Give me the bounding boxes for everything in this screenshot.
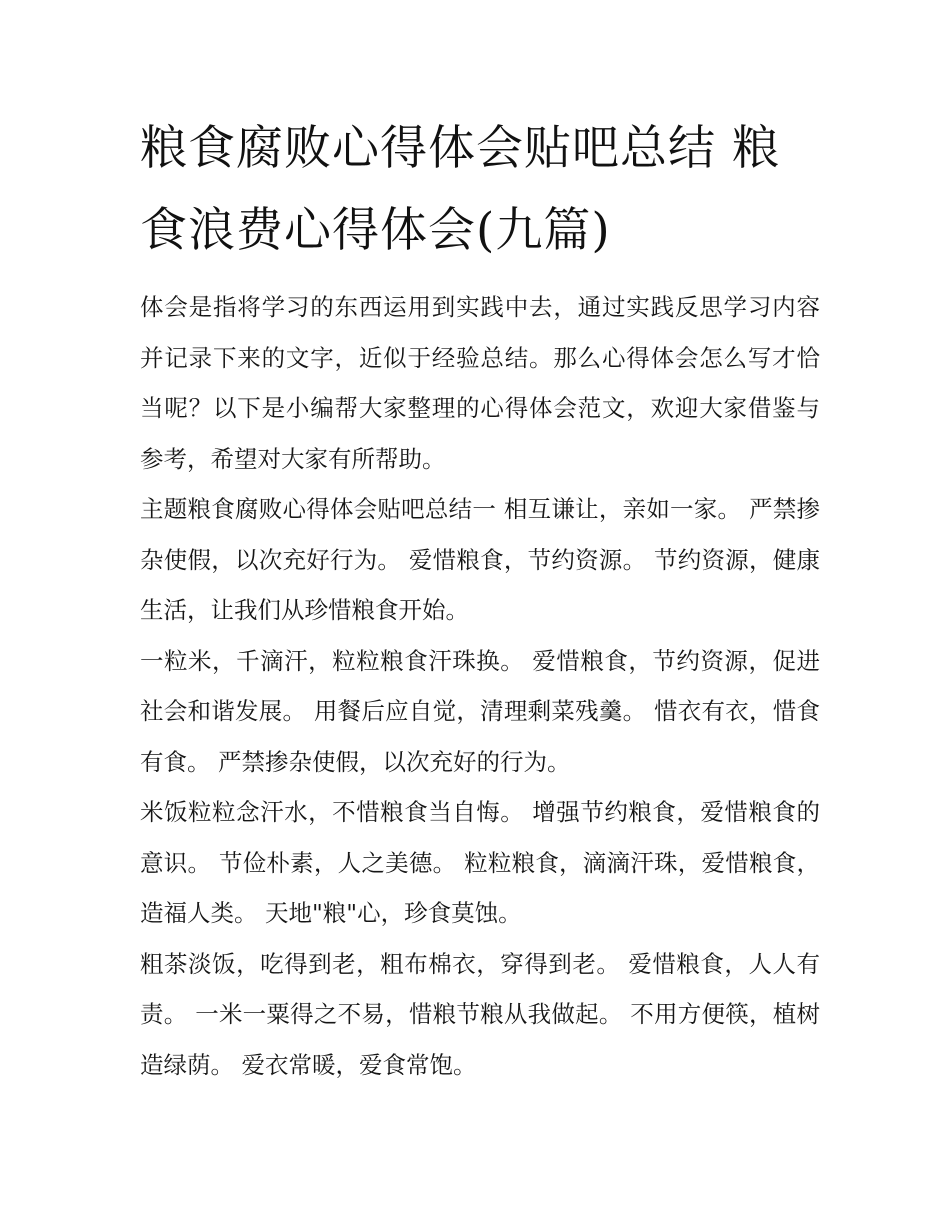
document-title: 粮食腐败心得体会贴吧总结 粮食浪费心得体会(九篇)	[140, 121, 780, 258]
body-paragraph-4: 粗茶淡饭，吃得到老，粗布棉衣，穿得到老。 爱惜粮食，人人有责。 一米一粟得之不易，惜粮节粮从我做起。 不用方便筷，植树造绿荫。 爱衣常暖，爱食常饱。	[140, 949, 820, 1079]
document-body	[140, 108, 820, 1090]
body-paragraph-2: 一粒米，千滴汗，粒粒粮食汗珠换。 爱惜粮食，节约资源，促进社会和谐发展。 用餐后应自觉，清理剩菜残羹。 惜衣有衣，惜食有食。 严禁掺杂使假，以次充好的行为。	[140, 646, 820, 776]
body-paragraph-1: 主题粮食腐败心得体会贴吧总结一 相互谦让，亲如一家。 严禁掺杂使假，以次充好行为。 爱惜粮食，节约资源。 节约资源，健康生活，让我们从珍惜粮食开始。	[140, 495, 820, 624]
body-paragraph-3: 米饭粒粒念汗水，不惜粮食当自悔。 增强节约粮食，爱惜粮食的意识。 节俭朴素，人之美德。 粒粒粮食，滴滴汗珠，爱惜粮食，造福人类。 天地"粮"心，珍食莫蚀。	[140, 798, 820, 927]
intro-paragraph: 体会是指将学习的东西运用到实践中去，通过实践反思学习内容并记录下来的文字，近似于经验总结。那么心得体会怎么写才恰当呢？以下是小编帮大家整理的心得体会范文，欢迎大家借鉴与参考，希望对大家有所帮助。	[140, 293, 820, 473]
